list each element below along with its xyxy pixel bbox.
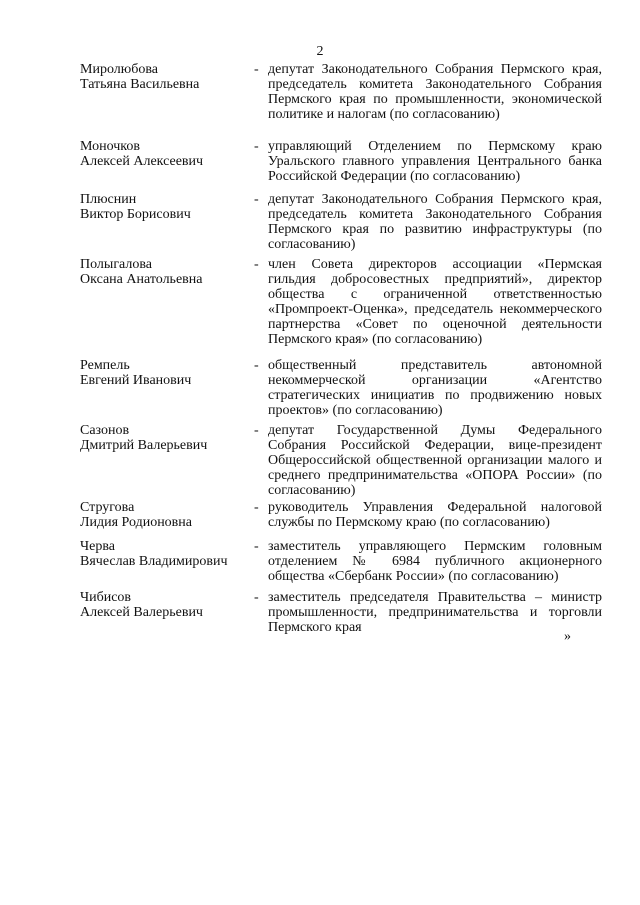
member-name: Миролюбова Татьяна Васильевна xyxy=(80,62,200,92)
member-description: заместитель управляющего Пермским головным отделением № 6984 публичного акционерного общества «Сбербанк России» (по согласованию) xyxy=(268,539,602,584)
member-description: депутат Законодательного Собрания Пермского края, председатель комитета Законодательного Собрания Пермского края по развитию инфраструктуры (по согласованию) xyxy=(268,192,602,252)
member-name: Плюснин Виктор Борисович xyxy=(80,192,191,222)
member-dash: - xyxy=(254,539,259,554)
member-dash: - xyxy=(254,257,259,272)
member-name: Стругова Лидия Родионовна xyxy=(80,500,192,530)
member-dash: - xyxy=(254,500,259,515)
member-dash: - xyxy=(254,423,259,438)
member-dash: - xyxy=(254,192,259,207)
member-dash: - xyxy=(254,590,259,605)
member-description: депутат Государственной Думы Федерального Собрания Российской Федерации, вице-президент Общероссийской общественной организации малого и среднего предпринимательства «ОПОРА России» (по согласованию) xyxy=(268,423,602,498)
member-dash: - xyxy=(254,358,259,373)
closing-quote: » xyxy=(564,629,571,644)
member-name: Полыгалова Оксана Анатольевна xyxy=(80,257,203,287)
member-name: Моночков Алексей Алексеевич xyxy=(80,139,204,169)
member-description: заместитель председателя Правительства – министр промышленности, предпринимательства и торговли Пермского края xyxy=(268,590,602,635)
member-name: Сазонов Дмитрий Валерьевич xyxy=(80,423,208,453)
member-dash: - xyxy=(254,139,259,154)
member-name: Чибисов Алексей Валерьевич xyxy=(80,590,203,620)
member-description: депутат Законодательного Собрания Пермского края, председатель комитета Законодательного Собрания Пермского края по промышленности, экономической политике и налогам (по согласованию) xyxy=(268,62,602,122)
member-name: Ремпель Евгений Иванович xyxy=(80,358,192,388)
member-description: общественный представитель автономной некоммерческой организации «Агентство стратегических инициатив по продвижению новых проектов» (по согласованию) xyxy=(268,358,602,418)
member-description: управляющий Отделением по Пермскому краю Уральского главного управления Центрального банка Российской Федерации (по согласованию) xyxy=(268,139,602,184)
member-description: член Совета директоров ассоциации «Пермская гильдия добросовестных предприятий», директор общества с ограниченной ответственностью «Промпроект-Оценка», председатель некоммерческого партнерства «Совет по оценочной деятельности Пермского края» (по согласованию) xyxy=(268,257,602,347)
member-name: Черва Вячеслав Владимирович xyxy=(80,539,228,569)
page-number: 2 xyxy=(316,44,324,59)
member-description: руководитель Управления Федеральной налоговой службы по Пермскому краю (по согласованию) xyxy=(268,500,602,530)
member-dash: - xyxy=(254,62,259,77)
